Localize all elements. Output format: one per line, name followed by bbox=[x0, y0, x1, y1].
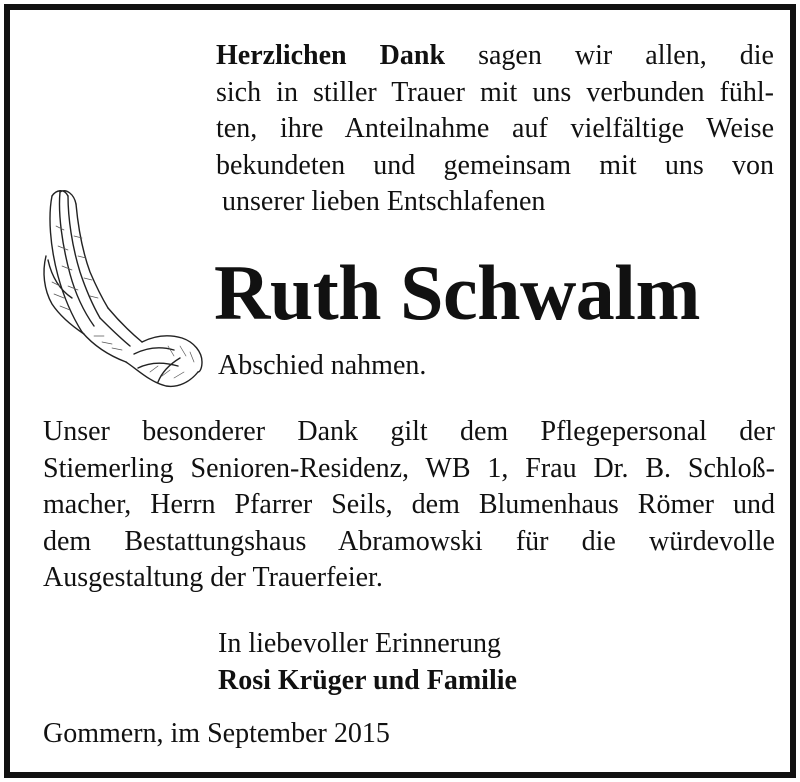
family-signature: Rosi Krüger und Familie bbox=[218, 664, 517, 696]
intro-line-1-text: sagen wir allen, die bbox=[478, 40, 774, 71]
intro-heading: Herzlichen Dank bbox=[216, 40, 446, 71]
praying-hands-icon bbox=[38, 186, 206, 390]
intro-line-4: bekundeten und gemeinsam mit uns von bbox=[216, 149, 774, 181]
thanks-line-3: macher, Herrn Pfarrer Seils, dem Blumenhaus Römer und bbox=[43, 489, 775, 520]
signature-block bbox=[218, 626, 517, 699]
obituary-notice bbox=[4, 4, 796, 778]
intro-line-2: sich in stiller Trauer mit uns verbunden fühl- bbox=[216, 76, 774, 108]
thanks-line-2: Stiemerling Senioren-Residenz, WB 1, Frau Dr. B. Schloß- bbox=[43, 452, 775, 484]
memory-phrase: In liebevoller Erinnerung bbox=[218, 628, 502, 659]
intro-line-1 bbox=[216, 38, 774, 75]
intro-line-3: ten, ihre Anteilnahme auf vielfältige Weise bbox=[216, 113, 774, 144]
intro-line-5: unserer lieben Entschlafenen bbox=[222, 186, 546, 217]
thanks-paragraph bbox=[43, 414, 775, 597]
farewell-text: Abschied nahmen. bbox=[218, 350, 427, 381]
place-date: Gommern, im September 2015 bbox=[43, 718, 390, 749]
deceased-name: Ruth Schwalm bbox=[214, 249, 700, 336]
thanks-line-5: Ausgestaltung der Trauerfeier. bbox=[43, 562, 383, 593]
thanks-line-4: dem Bestattungshaus Abramowski für die würdevolle bbox=[43, 525, 775, 557]
thanks-line-1: Unser besonderer Dank gilt dem Pflegepersonal der bbox=[43, 416, 775, 447]
intro-paragraph bbox=[216, 38, 774, 221]
